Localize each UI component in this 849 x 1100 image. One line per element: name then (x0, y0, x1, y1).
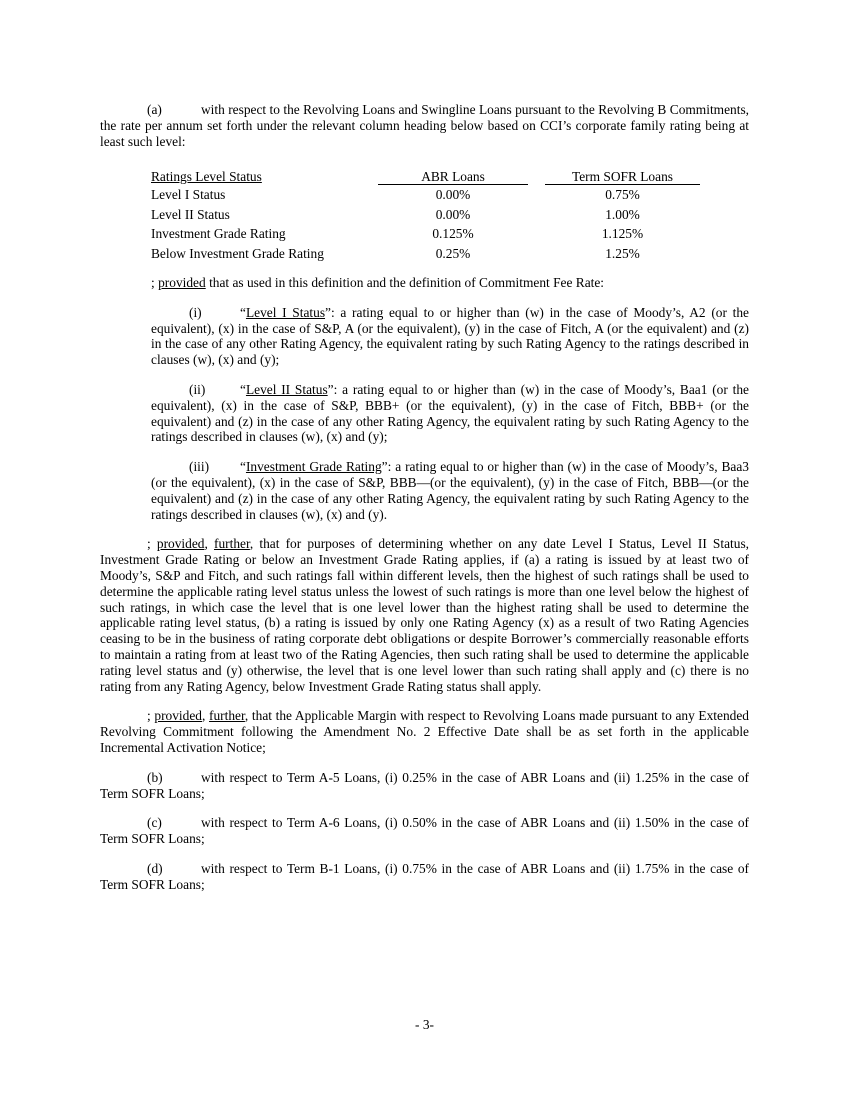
table-header-row (151, 165, 700, 185)
table-cell: Level I Status (151, 187, 226, 203)
table-cell: 1.00% (605, 206, 640, 222)
definition-level-i: (i) “Level I Status”: a rating equal to or higher than (w) in the case of Moody’s, A2 (or the equivalent), (x) in the case of S&P, A (or the equivalent), (y) in the case of Fitch, A (or the equivalent) and (z) in the case of any other Rating Agency, the equivalent rating by such Rating Agency to the ratings described in clauses (w), (x) and (y); (151, 304, 750, 368)
table-row (151, 224, 700, 243)
clause-label: (i) (189, 304, 202, 320)
provided-further-clause: ; provided, further, that the Applicable Margin with respect to Revolving Loans made pursuant to any Extended Revolving Commitment following the Amendment No. 2 Effective Date shall be as set forth in the applicable Incremental Activation Notice; (100, 708, 749, 755)
table-cell: Investment Grade Rating (151, 226, 286, 242)
defined-term: Investment Grade Rating (245, 459, 382, 475)
table-cell: Below Investment Grade Rating (151, 245, 324, 261)
definition-investment-grade: (iii) “Investment Grade Rating”: a rating equal to or higher than (w) in the case of Moody’s, Baa3 (or the equivalent), (x) in the case of S&P, BBB—(or the equivalent), (y) in the case of Fitch, BBB—(or the equivalent) and (z) in the case of any other Rating Agency, the equivalent rating by such Rating Agency to the ratings described in clauses (w), (x) and (y). (151, 459, 749, 522)
table-row (151, 205, 700, 224)
table-cell: Level II Status (151, 206, 230, 222)
clause-label: (d) (147, 860, 163, 876)
table-row (151, 185, 700, 205)
clause-label: (ii) (189, 382, 206, 397)
page-number: - 3- (415, 1017, 434, 1032)
table-header: ABR Loans (378, 165, 528, 185)
clause-label: (b) (147, 769, 163, 785)
table-cell: 0.25% (435, 245, 471, 261)
table-cell: 0.125% (432, 226, 474, 242)
paragraph-d: (d) with respect to Term B-1 Loans, (i) 0.75% in the case of ABR Loans and (ii) 1.75% in the case of Term SOFR Loans; (100, 860, 749, 892)
table-row (151, 244, 700, 263)
table-header: Term SOFR Loans (545, 165, 700, 185)
table-cell: 0.00% (435, 187, 471, 203)
table-cell: 1.125% (601, 226, 644, 242)
ratings-table (151, 165, 700, 263)
table-cell: 0.75% (605, 187, 640, 203)
paragraph-a (100, 102, 749, 149)
provided-clause: ; provided that as used in this definition and the definition of Commitment Fee Rate: (151, 275, 605, 291)
document-page (100, 102, 749, 907)
table-header: Ratings Level Status (151, 169, 262, 185)
defined-term: Level I Status (245, 304, 326, 320)
provided-further-clause: ; provided, further, that for purposes of determining whether on any date Level I Status, Level II Status, Investment Grade Rating or below an Investment Grade Rating applies, if (a) a rating is issued by at least two of Moody’s, S&P and Fitch, and such ratings fall within different levels, then the highest of such ratings shall be used to determine the applicable rating level status unless the lowest of such ratings is more than one level below the highest of such ratings, in which case the level that is one level lower than the highest rating shall be used to determine the applicable rating level status, (b) a rating is issued by only one Rating Agency (x) as a result of two Rating Agencies ceasing to be in the business of rating corporate debt obligations or despite Borrower’s commercially reasonable efforts to maintain a rating from at least two of the Rating Agencies, then such rating shall be used to determine the applicable rating level status and (y) otherwise, the level that is one level lower than such rating shall apply and (c) there is no rating from any Rating Agency, below Investment Grade Rating status shall apply. (100, 536, 749, 694)
paragraph-b: (b) with respect to Term A-5 Loans, (i) 0.25% in the case of ABR Loans and (ii) 1.25% in the case of Term SOFR Loans; (100, 769, 749, 801)
clause-text: with respect to the Revolving Loans and Swingline Loans pursuant to the Revolving B Commitments, the rate per annum set forth under the relevant column heading below based on CCI’s corporate family rating being at least such level: (100, 102, 749, 149)
table-cell: 0.00% (435, 206, 471, 222)
definition-level-ii: (ii) “Level II Status”: a rating equal to or higher than (w) in the case of Moody’s, Baa1 (or the equivalent), (x) in the case of S&P, BBB+ (or the equivalent), (y) in the case of Fitch, BBB+ (or the equivalent) and (z) in the case of any other Rating Agency, the equivalent rating by such Rating Agency to the ratings described in clauses (w), (x) and (y); (151, 382, 749, 445)
table-cell: 1.25% (605, 245, 640, 261)
defined-term: Level II Status (245, 382, 328, 397)
clause-label: (a) (147, 102, 162, 117)
paragraph-c: (c) with respect to Term A-6 Loans, (i) 0.50% in the case of ABR Loans and (ii) 1.50% in the case of Term SOFR Loans; (100, 815, 749, 847)
clause-label: (iii) (189, 459, 210, 475)
clause-label: (c) (147, 815, 162, 831)
